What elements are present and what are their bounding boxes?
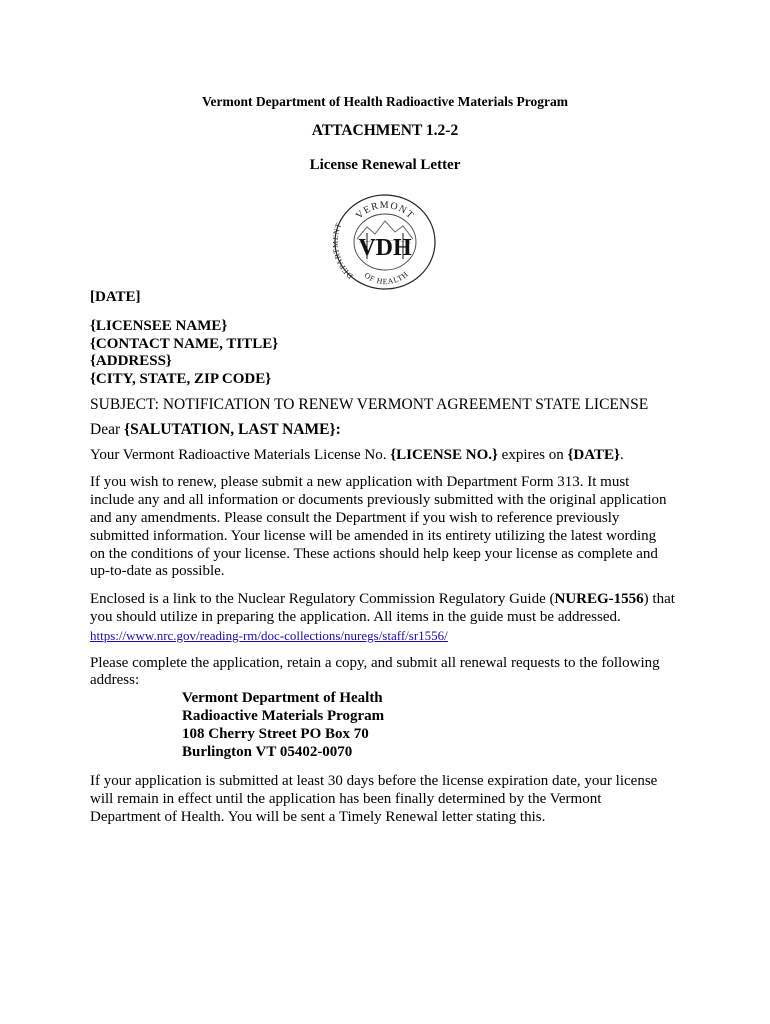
recipient-licensee-name: {LICENSEE NAME} xyxy=(90,317,228,334)
para3-line xyxy=(90,591,690,609)
salutation xyxy=(90,421,690,439)
recipient-address: {ADDRESS} xyxy=(90,353,172,370)
subject-line: SUBJECT: NOTIFICATION TO RENEW VERMONT AGREEMENT STATE LICENSE xyxy=(90,395,649,413)
paragraph-nureg-guide xyxy=(90,591,690,644)
para1-text-a: Your Vermont Radioactive Materials License No. xyxy=(90,446,391,463)
salutation-field: {SALUTATION, LAST NAME}: xyxy=(124,420,341,438)
recipient-block xyxy=(90,318,690,389)
license-number-field: {LICENSE NO.} xyxy=(390,446,498,463)
para3-line: you should utilize in preparing the application. All items in the guide must be addressed. xyxy=(90,608,621,625)
svg-text:VDH: VDH xyxy=(358,235,412,261)
recipient-contact-name: {CONTACT NAME, TITLE} xyxy=(90,335,279,352)
recipient-city-state-zip: {CITY, STATE, ZIP CODE} xyxy=(90,371,272,388)
expiration-date-field: {DATE} xyxy=(567,446,620,463)
para4-line: Please complete the application, retain a copy, and submit all renewal requests to the following xyxy=(90,654,660,671)
svg-text:DEPARTMENT: DEPAR T xyxy=(333,221,355,281)
para5-line: Department of Health. You will be sent a Timely Renewal letter stating this. xyxy=(90,808,546,825)
para3-text-a: Enclosed is a link to the Nuclear Regulatory Commission Regulatory Guide ( xyxy=(90,591,555,608)
para2-line: on the conditions of your license. These actions should help keep your license as complete and xyxy=(90,545,658,562)
svg-text:VERMONT: VERMONT xyxy=(353,199,417,222)
para5-line: If your application is submitted at least 30 days before the license expiration date, your license xyxy=(90,773,658,790)
paragraph-expiration xyxy=(90,447,690,465)
para2-line: If you wish to renew, please submit a new application with Department Form 313. It must xyxy=(90,474,630,491)
mailing-address-line: Radioactive Materials Program xyxy=(182,707,385,724)
svg-text:OF HEALTH: OF HEALTH xyxy=(362,269,411,287)
mailing-address-line: Vermont Department of Health xyxy=(182,690,383,707)
attachment-heading: ATTACHMENT 1.2-2 xyxy=(311,122,459,139)
letter-body xyxy=(90,289,690,837)
para2-line: and any amendments. Please consult the Department if you wish to reference previously xyxy=(90,509,620,526)
organization-header: Vermont Department of Health Radioactive Materials Program xyxy=(202,94,568,109)
para4-line: address: xyxy=(90,672,140,689)
para1-text-c: . xyxy=(619,446,624,463)
date-placeholder: [DATE] xyxy=(90,289,141,305)
mailing-address-line: Burlington VT 05402-0070 xyxy=(182,743,353,760)
salutation-prefix: Dear xyxy=(90,420,124,438)
nureg-guide-number: NUREG-1556 xyxy=(554,591,644,608)
document-title: License Renewal Letter xyxy=(309,157,461,173)
mailing-address xyxy=(182,690,690,761)
para2-line: submitted information. Your license will be amended in its entirety utilizing the latest wording xyxy=(90,527,657,544)
para3-text-b: ) that xyxy=(643,591,675,608)
nureg-link[interactable]: https://www.nrc.gov/reading-rm/doc-collections/nuregs/staff/sr1556/ xyxy=(90,627,448,643)
para2-line: up-to-date as possible. xyxy=(90,563,225,580)
paragraph-timely-renewal xyxy=(90,773,690,826)
vdh-seal-logo xyxy=(333,193,437,291)
paragraph-submit-address xyxy=(90,655,690,691)
para5-line: will remain in effect until the application has been finally determined by the Vermont xyxy=(90,791,602,808)
para2-line: include any and all information or documents previously submitted with the original application xyxy=(90,492,667,509)
mailing-address-line: 108 Cherry Street PO Box 70 xyxy=(182,725,369,742)
para1-text-b: expires on xyxy=(497,446,568,463)
paragraph-renewal-instructions xyxy=(90,474,690,581)
